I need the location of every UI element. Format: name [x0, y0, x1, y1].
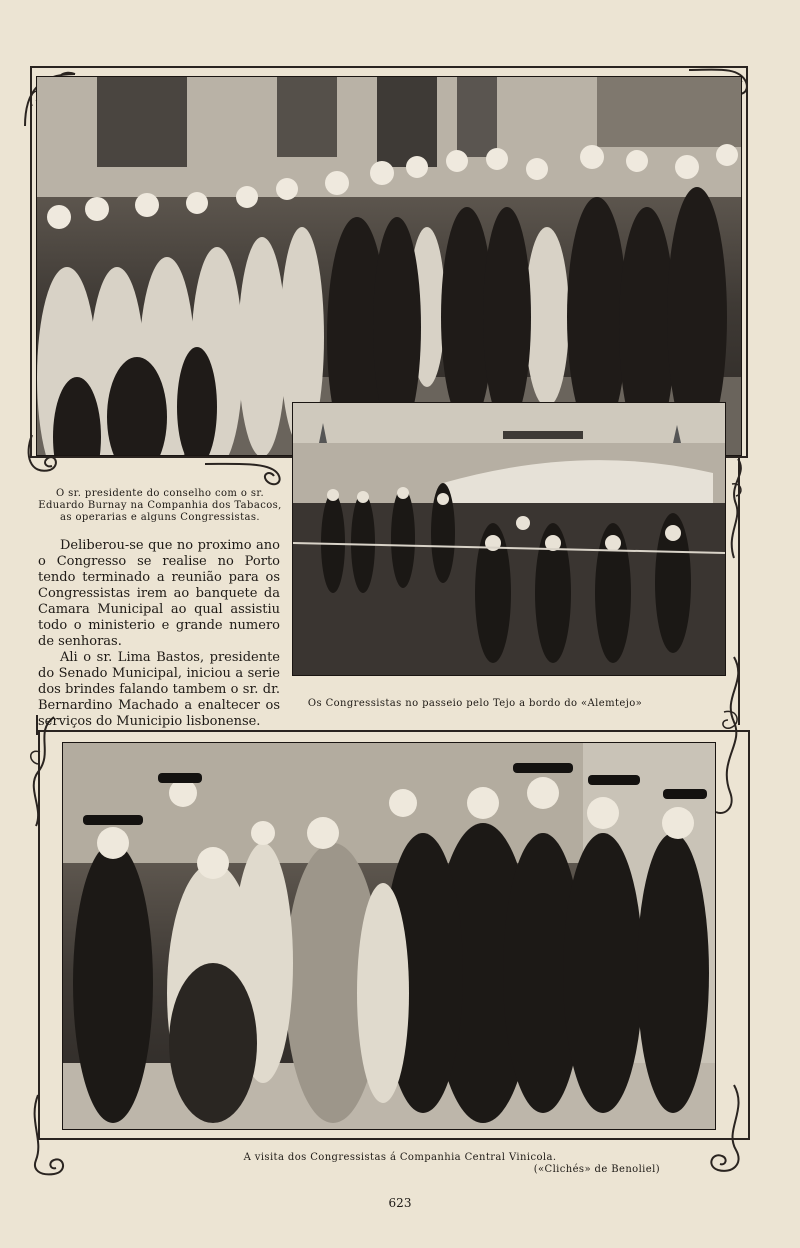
- flourish-mid-center: [200, 456, 290, 492]
- caption-photo-tejo: Os Congressistas no passeio pelo Tejo a bordo do «Alemtejo»: [307, 698, 643, 709]
- article-text: [38, 538, 280, 730]
- photo-vinicola-visit: [62, 742, 716, 1130]
- caption-photo-vinicola: A visita dos Congressistas á Companhia Central Vinicola.: [243, 1152, 557, 1163]
- article-paragraph-2: Ali o sr. Lima Bastos, presidente do Senado Municipal, iniciou a serie dos brindes falando tambem o sr. dr. Bernardino Machado a enaltecer os serviços do Municipio lisbonense.: [38, 650, 280, 729]
- photo-credit: («Clichés» de Benoliel): [533, 1164, 660, 1175]
- photo-tejo-boat: [292, 402, 726, 676]
- page-number: 623: [388, 1196, 412, 1210]
- caption-photo-tabacos: O sr. presidente do conselho com o sr. Eduardo Burnay na Companhia dos Tabacos, as operarias e alguns Congressistas.: [38, 488, 282, 523]
- photo-tabacos-crowd: [36, 76, 742, 456]
- article-paragraph-1: Deliberou-se que no proximo ano o Congresso se realise no Porto tendo terminado a reunião para os Congressistas irem ao banquete da Camara Municipal ao qual assistiu todo o ministerio e grande numero de senhoras.: [38, 538, 280, 649]
